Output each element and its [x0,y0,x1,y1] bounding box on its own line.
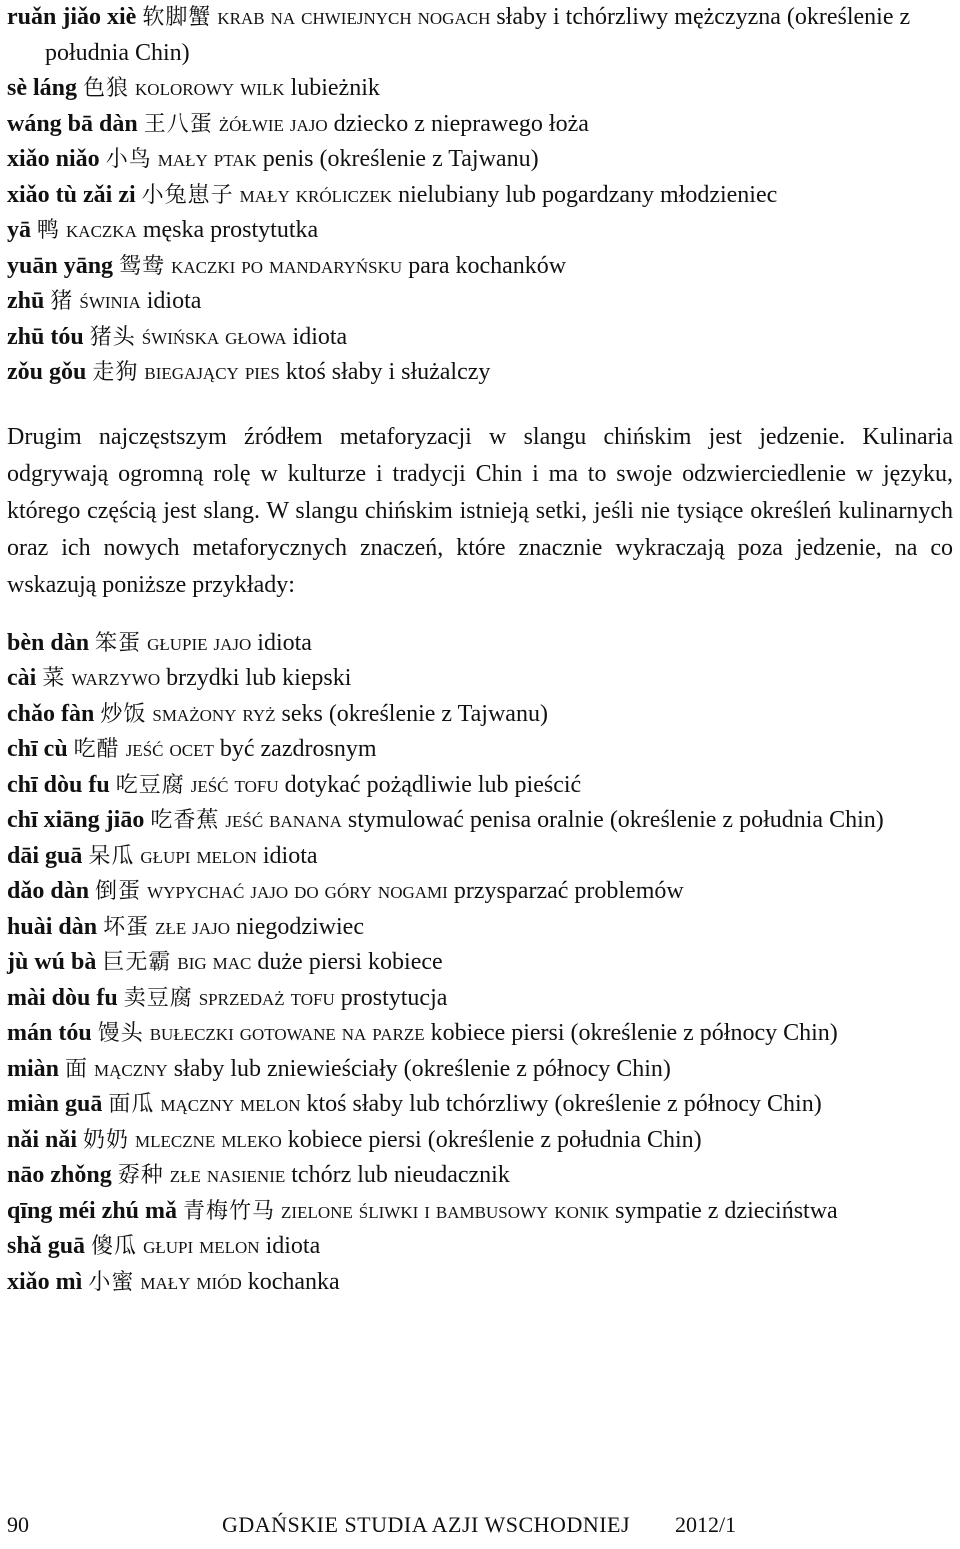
entry-literal-translation: zielone śliwki i bambusowy konik [281,1197,610,1224]
glossary-entry [7,1265,953,1301]
entry-hanzi: 巨无霸 [102,950,172,975]
entry-pinyin: zhū [7,288,45,314]
entry-literal-translation: krab na chwiejnych nogach [217,4,491,30]
glossary-entry [7,1052,953,1088]
glossary-entry [7,945,953,981]
entry-hanzi: 小蜜 [88,1269,135,1295]
entry-hanzi: 面 [65,1056,89,1082]
glossary-entry [7,355,953,391]
glossary-entry [7,839,953,875]
entry-hanzi: 呆瓜 [88,843,135,869]
entry-meaning: dziecko z nieprawego łoża [333,110,589,137]
entry-hanzi: 笨蛋 [95,630,142,656]
entry-literal-translation: kaczki po mandaryńsku [171,252,403,279]
entry-literal-translation: świnia [79,288,141,314]
entry-meaning: dotykać pożądliwie lub pieścić [284,771,582,798]
entry-meaning: przysparzać problemów [453,878,684,904]
entry-hanzi: 小鸟 [105,147,152,172]
page-number: 90 [7,1512,29,1537]
entry-literal-translation: mały miód [140,1268,242,1295]
entry-literal-translation: mączny [94,1055,168,1082]
entry-hanzi: 孬种 [117,1163,164,1188]
entry-hanzi: 吃香蕉 [150,808,220,833]
entry-hanzi: 倒蛋 [95,879,142,904]
entry-pinyin: nāo zhǒng [7,1162,112,1188]
entry-literal-translation: jeść ocet [125,736,214,762]
entry-hanzi: 吃豆腐 [115,772,185,798]
glossary-entry [7,249,953,285]
glossary-entry [7,142,953,178]
entry-literal-translation: wypychać jajo do góry nogami [147,878,448,904]
entry-literal-translation: głupie jajo [147,629,252,656]
glossary-entry [7,178,953,214]
entry-pinyin: shǎ guā [7,1233,86,1259]
entry-hanzi: 傻瓜 [91,1234,138,1259]
entry-pinyin: ruǎn jiǎo xiè [7,4,137,30]
entry-meaning: idiota [292,323,348,350]
entry-literal-translation: kaczka [66,217,137,243]
entry-hanzi: 色狼 [83,76,130,101]
entry-hanzi: 吃醋 [73,737,120,762]
entry-meaning: idiota [257,629,312,656]
entry-pinyin: xiǎo mì [7,1268,83,1295]
entry-literal-translation: jeść banana [225,807,342,833]
glossary-entry [7,284,953,320]
entry-pinyin: yā [7,217,31,243]
entry-meaning: para kochanków [408,252,567,279]
entry-pinyin: chī xiāng jiāo [7,807,145,833]
entry-literal-translation: głupi melon [140,842,257,869]
entry-meaning: kobiece piersi (określenie z południa Chin) [287,1126,702,1153]
entry-meaning: idiota [262,842,318,869]
glossary-entry [7,1229,953,1265]
glossary-entry [7,1194,953,1230]
entry-pinyin: chī cù [7,736,68,762]
glossary-entry [7,1016,953,1052]
entry-meaning: ktoś słaby lub tchórzliwy (określenie z północy Chin) [306,1091,822,1117]
journal-title: GDAŃSKIE STUDIA AZJI WSCHODNIEJ [222,1512,631,1537]
entry-literal-translation: kolorowy wilk [135,75,285,101]
entry-hanzi: 王八蛋 [143,111,213,137]
entry-pinyin: xiǎo niǎo [7,146,100,172]
entry-hanzi: 走狗 [92,360,139,385]
entry-hanzi: 软脚蟹 [142,5,212,30]
entry-hanzi: 青梅竹马 [183,1198,276,1224]
entry-hanzi: 猪头 [89,324,136,350]
entry-hanzi: 奶奶 [83,1127,130,1153]
glossary-entry [7,1123,953,1159]
entry-literal-translation: mleczne mleko [135,1126,282,1153]
entry-meaning: sympatie z dzieciństwa [615,1197,838,1224]
glossary-entry [7,626,953,662]
entry-pinyin: mài dòu fu [7,984,118,1011]
glossary-entry [7,981,953,1017]
entry-hanzi: 小兔崽子 [141,182,234,208]
entry-literal-translation: big mac [177,949,252,975]
entry-literal-translation: warzywo [71,665,161,691]
entry-pinyin: cài [7,665,37,691]
entry-literal-translation: smażony ryż [152,700,276,727]
entry-meaning: kobiece piersi (określenie z północy Chin) [430,1020,838,1046]
glossary-entry [7,874,953,910]
entry-literal-translation: świńska głowa [141,323,287,350]
entry-literal-translation: głupi melon [143,1233,260,1259]
entry-meaning: duże piersi kobiece [257,949,443,975]
entry-meaning: niegodziwiec [236,913,364,940]
entry-literal-translation: żółwie jajo [218,110,328,137]
entry-meaning: penis (określenie z Tajwanu) [262,146,539,172]
entry-hanzi: 卖豆腐 [123,985,193,1011]
entry-hanzi: 鸭 [37,218,61,243]
entry-literal-translation: jeść tofu [190,771,279,798]
entry-meaning: brzydki lub kiepski [166,665,352,691]
glossary-list-bottom [7,626,953,1301]
entry-literal-translation: złe nasienie [169,1162,286,1188]
glossary-entry [7,1158,953,1194]
entry-meaning: prostytucja [340,984,448,1011]
page-body [7,0,953,1300]
entry-pinyin: chǎo fàn [7,700,95,727]
entry-hanzi: 猪 [50,289,74,314]
body-paragraph: Drugim najczęstszym źródłem metaforyzacji w slangu chińskim jest jedzenie. Kulinaria odgrywają ogromną rolę w kulturze i tradycji Chin i ma to swoje odzwierciedlenie w języku, którego częścią jest slang. W slangu chińskim istnieją setki, jeśli nie tysiące określeń kulinarnych oraz ich nowych metaforycznych znaczeń, które znacznie wykraczają poza jedzenie, na co wskazują poniższe przykłady: [7,423,953,598]
entry-pinyin: yuān yāng [7,252,114,279]
glossary-entry [7,213,953,249]
entry-pinyin: nǎi nǎi [7,1126,78,1153]
glossary-entry [7,732,953,768]
glossary-entry [7,1087,953,1123]
entry-meaning: tchórz lub nieudacznik [291,1162,510,1188]
entry-pinyin: sè láng [7,75,78,101]
entry-meaning: idiota [265,1233,321,1259]
glossary-list-top [7,0,953,391]
entry-pinyin: zǒu gǒu [7,359,87,385]
entry-meaning: stymulować penisa oralnie (określenie z południa Chin) [347,807,884,833]
entry-meaning: nielubiany lub pogardzany młodzieniec [398,181,778,208]
entry-pinyin: zhū tóu [7,323,84,350]
entry-pinyin: dāi guā [7,842,83,869]
glossary-entry [7,107,953,143]
entry-pinyin: chī dòu fu [7,771,110,798]
entry-pinyin: xiǎo tù zǎi zi [7,181,136,208]
entry-meaning: idiota [146,288,202,314]
entry-meaning: męska prostytutka [142,217,319,243]
entry-hanzi: 面瓜 [108,1092,155,1117]
glossary-entry [7,661,953,697]
entry-literal-translation: mały króliczek [239,181,393,208]
entry-literal-translation: złe jajo [155,913,231,940]
glossary-entry [7,697,953,733]
entry-meaning: seks (określenie z Tajwanu) [281,700,548,727]
entry-hanzi: 馒头 [97,1021,144,1046]
glossary-entry [7,910,953,946]
glossary-entry [7,803,953,839]
entry-literal-translation: mały ptak [157,146,257,172]
entry-meaning: słaby lub zniewieściały (określenie z północy Chin) [173,1055,671,1082]
entry-literal-translation: biegający pies [144,359,280,385]
entry-pinyin: bèn dàn [7,629,90,656]
journal-issue: 2012/1 [675,1512,737,1537]
entry-hanzi: 菜 [42,666,66,691]
entry-literal-translation: mączny melon [160,1091,301,1117]
entry-pinyin: jù wú bà [7,949,97,975]
entry-pinyin: miàn guā [7,1091,103,1117]
entry-pinyin: wáng bā dàn [7,110,138,137]
glossary-entry [7,0,953,71]
entry-hanzi: 鸳鸯 [119,253,166,279]
entry-meaning: lubieżnik [290,75,380,101]
entry-pinyin: miàn [7,1055,60,1082]
entry-meaning: słaby i tchórzliwy mężczyzna (określenie z południa Chin) [45,4,911,66]
entry-pinyin: mán tóu [7,1020,92,1046]
entry-literal-translation: sprzedaż tofu [198,984,335,1011]
entry-meaning: ktoś słaby i służalczy [285,359,491,385]
entry-meaning: kochanka [247,1268,340,1295]
entry-hanzi: 坏蛋 [103,914,150,940]
entry-pinyin: huài dàn [7,913,98,940]
glossary-entry [7,71,953,107]
entry-literal-translation: bułeczki gotowane na parze [149,1020,425,1046]
glossary-entry [7,768,953,804]
entry-meaning: być zazdrosnym [219,736,377,762]
entry-pinyin: dǎo dàn [7,878,90,904]
glossary-entry [7,320,953,356]
entry-pinyin: qīng méi zhú mǎ [7,1197,178,1224]
entry-hanzi: 炒饭 [100,701,147,727]
